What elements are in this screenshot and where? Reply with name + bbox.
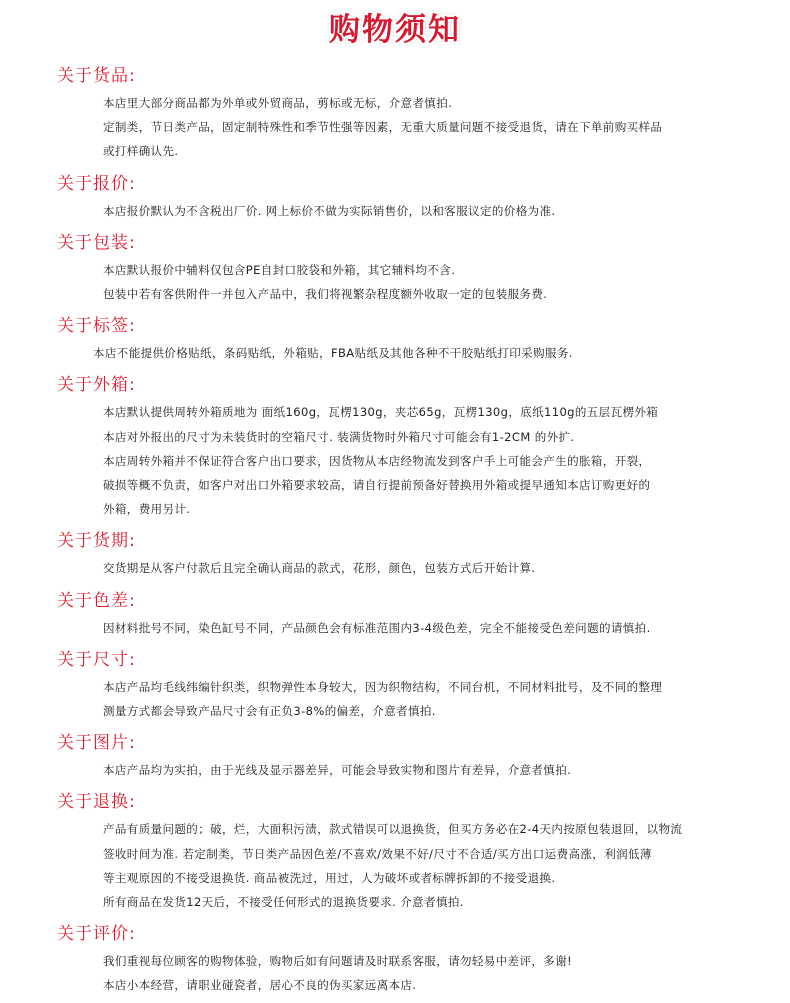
- section-text-line: 本店默认报价中辅料仅包含PE自封口胶袋和外箱，其它辅料均不含.: [103, 262, 456, 277]
- section-heading: 关于外箱:: [57, 375, 136, 396]
- section-cartons: [0, 370, 790, 526]
- section-text-line: 包装中若有客供附件一并包入产品中，我们将视繁杂程度额外收取一定的包装服务费.: [103, 287, 548, 302]
- section-text-line: 签收时间为准. 若定制类，节日类产品因色差/不喜欢/效果不好/尺寸不合适/买方出口运费高涨，利润低薄: [103, 846, 652, 861]
- section-text-line: 本店里大部分商品都为外单或外贸商品，剪标或无标，介意者慎拍.: [103, 96, 453, 110]
- section-text-line: 交货期是从客户付款后且完全确认商品的款式，花形，颜色，包装方式后开始计算.: [103, 561, 536, 576]
- section-text-line: 本店产品均为实拍，由于光线及显示器差异，可能会导致实物和图片有差异，介意者慎拍.: [103, 763, 572, 778]
- section-delivery: [0, 526, 790, 585]
- section-labels: [0, 311, 790, 370]
- section-heading: 关于评价:: [57, 924, 136, 945]
- section-text-line: 因材料批号不同，染色缸号不同，产品颜色会有标准范围内3-4级色差，完全不能接受色差问题的请慎拍.: [103, 620, 651, 635]
- section-packaging: [0, 228, 790, 311]
- section-heading: 关于包装:: [57, 232, 136, 253]
- section-reviews: [0, 919, 790, 1002]
- section-text-line: 产品有质量问题的；破，烂，大面积污渍，款式错误可以退换货，但买方务必在2-4天内按原包装退回，以物流: [103, 822, 683, 837]
- section-text-line: 本店报价默认为不含税出厂价. 网上标价不做为实际销售价，以和客服议定的价格为准.: [103, 203, 556, 218]
- section-text-line: 本店对外报出的尺寸为未装货时的空箱尺寸. 装满货物时外箱尺寸可能会有1-2CM 的外扩.: [103, 429, 575, 444]
- section-text-line: 本店小本经营，请职业碰瓷者，居心不良的伪买家远离本店.: [103, 978, 417, 993]
- section-text-line: 我们重视每位顾客的购物体验，购物后如有问题请及时联系客服，请勿轻易中差评，多谢!: [103, 954, 573, 969]
- page-title: 购物须知: [329, 12, 461, 48]
- section-returns: [0, 787, 790, 919]
- section-text-line: 本店周转外箱并不保证符合客户出口要求，因货物从本店经物流发到客户手上可能会产生的胀箱，开裂，: [103, 453, 651, 468]
- notice-content: [0, 61, 790, 1003]
- section-heading: 关于色差:: [57, 590, 136, 611]
- section-text-line: 破损等概不负责，如客户对出口外箱要求较高，请自行提前预备好替换用外箱或提早通知本店订购更好的: [103, 478, 651, 493]
- section-pricing: [0, 169, 790, 228]
- section-heading: 关于标签:: [57, 316, 136, 337]
- section-text-line: 等主观原因的不接受退换货. 商品被洗过，用过，人为破坏或者标牌拆卸的不接受退换.: [103, 870, 556, 885]
- section-text-line: 测量方式都会导致产品尺寸会有正负3-8%的偏差，介意者慎拍.: [103, 704, 436, 719]
- section-heading: 关于图片:: [57, 733, 136, 754]
- section-text-line: 所有商品在发货12天后，不接受任何形式的退换货要求. 介意者慎拍.: [103, 895, 464, 910]
- section-text-line: 本店产品均毛线纬编针织类，织物弹性本身较大，因为织物结构，不同台机，不同材料批号，及不同的整理: [103, 679, 663, 694]
- section-heading: 关于退换:: [57, 792, 136, 813]
- section-color-difference: [0, 586, 790, 645]
- title-container: [0, 10, 790, 50]
- section-pictures: [0, 728, 790, 787]
- section-text-line: 外箱，费用另计.: [103, 502, 191, 517]
- section-goods: [0, 61, 790, 169]
- section-heading: 关于尺寸:: [57, 649, 136, 670]
- section-heading: 关于报价:: [57, 173, 136, 194]
- section-size: [0, 645, 790, 728]
- section-heading: 关于货品:: [57, 66, 136, 86]
- section-text-line: 或打样确认先.: [103, 144, 179, 159]
- section-text-line: 本店不能提供价格贴纸，条码贴纸，外箱贴，FBA贴纸及其他各种不干胶贴纸打印采购服务.: [93, 346, 573, 361]
- section-text-line: 定制类，节日类产品，固定制特殊性和季节性强等因素，无重大质量问题不接受退货，请在下单前购买样品: [103, 120, 663, 135]
- section-text-line: 本店默认提供周转外箱质地为 面纸160g，瓦楞130g，夹芯65g，瓦楞130g，底纸110g的五层瓦楞外箱: [103, 405, 659, 420]
- section-heading: 关于货期:: [57, 531, 136, 552]
